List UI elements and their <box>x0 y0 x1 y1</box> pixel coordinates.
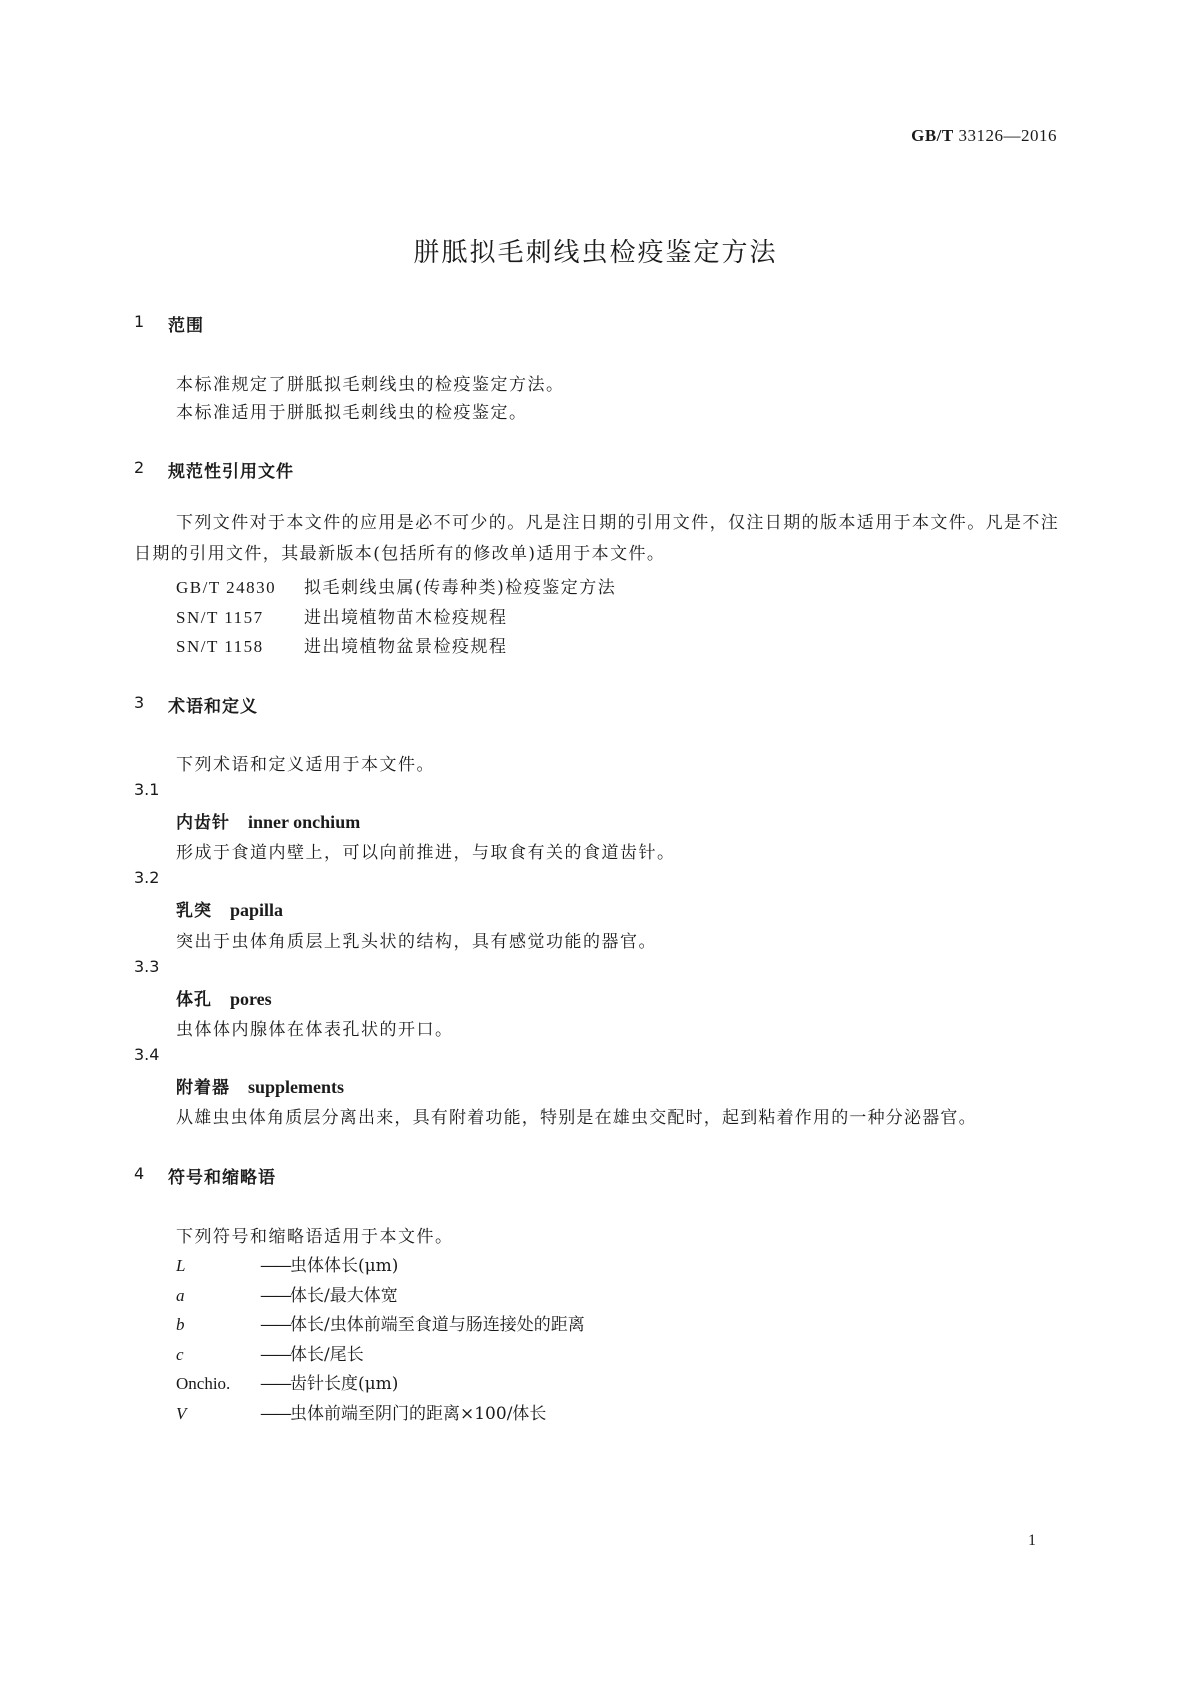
reference-code: SN/T 1157 <box>176 608 264 627</box>
symbol-row: a ——体长/最大体宽 <box>176 1286 398 1306</box>
section-4-title: 符号和缩略语 <box>168 1168 276 1188</box>
page-number: 1 <box>1028 1532 1036 1549</box>
reference-item <box>176 632 508 657</box>
reference-title: 进出境植物盆景检疫规程 <box>304 637 508 657</box>
term-definition: 形成于食道内壁上，可以向前推进，与取食有关的食道齿针。 <box>176 843 676 863</box>
term-heading: 乳突 papilla <box>176 900 284 921</box>
scope-paragraph-2: 本标准适用于胼胝拟毛刺线虫的检疫鉴定。 <box>176 403 528 423</box>
section-2-number: 2 <box>134 458 145 477</box>
symbol-row: Onchio. ——齿针长度(μm) <box>176 1374 399 1394</box>
term-number: 3.2 <box>134 868 160 887</box>
term-heading: 体孔 pores <box>176 989 272 1010</box>
term-heading: 内齿针 inner onchium <box>176 812 361 833</box>
symbol-key: V <box>176 1404 187 1423</box>
symbol-row: b ——体长/虫体前端至食道与肠连接处的距离 <box>176 1315 585 1335</box>
symbol-description: 齿针长度(μm) <box>290 1374 399 1394</box>
term-definition: 突出于虫体角质层上乳头状的结构，具有感觉功能的器官。 <box>176 932 657 952</box>
section-1-number: 1 <box>134 312 145 331</box>
section-3-number: 3 <box>134 693 145 712</box>
section-1-title: 范围 <box>168 316 204 336</box>
symbol-description: 体长/尾长 <box>290 1345 364 1365</box>
references-intro: 下列文件对于本文件的应用是必不可少的。凡是注日期的引用文件，仅注日期的版本适用于本文件。凡是不注日期的引用文件，其最新版本(包括所有的修改单)适用于本文件。 <box>134 513 1060 564</box>
symbol-row: V ——虫体前端至阴门的距离×100/体长 <box>176 1404 547 1424</box>
section-2-title: 规范性引用文件 <box>168 462 294 482</box>
standard-code: GB/T 33126—2016 <box>911 126 1057 145</box>
symbol-description: 体长/最大体宽 <box>290 1286 398 1306</box>
term-number: 3.1 <box>134 780 160 799</box>
symbol-row: c ——体长/尾长 <box>176 1345 364 1365</box>
reference-title: 拟毛刺线虫属(传毒种类)检疫鉴定方法 <box>304 578 617 598</box>
symbol-key: L <box>176 1256 186 1275</box>
reference-title: 进出境植物苗木检疫规程 <box>304 608 508 628</box>
symbol-row: L ——虫体体长(μm) <box>176 1256 399 1276</box>
term-heading: 附着器 supplements <box>176 1077 345 1098</box>
document-title: 胼胝拟毛刺线虫检疫鉴定方法 <box>413 238 778 268</box>
term-definition: 从雄虫虫体角质层分离出来，具有附着功能，特别是在雄虫交配时，起到粘着作用的一种分泌器官。 <box>176 1108 977 1128</box>
symbol-key: a <box>176 1286 185 1305</box>
symbols-intro: 下列符号和缩略语适用于本文件。 <box>176 1227 454 1247</box>
terms-intro: 下列术语和定义适用于本文件。 <box>176 755 435 775</box>
section-3-title: 术语和定义 <box>168 697 258 717</box>
term-definition: 虫体体内腺体在体表孔状的开口。 <box>176 1020 454 1040</box>
symbol-key: b <box>176 1315 185 1334</box>
symbol-description: 虫体前端至阴门的距离×100/体长 <box>290 1404 547 1424</box>
symbol-key: c <box>176 1345 184 1364</box>
reference-code: GB/T 24830 <box>176 578 277 597</box>
reference-code: SN/T 1158 <box>176 637 264 656</box>
term-number: 3.4 <box>134 1045 160 1064</box>
section-4-number: 4 <box>134 1164 145 1183</box>
scope-paragraph-1: 本标准规定了胼胝拟毛刺线虫的检疫鉴定方法。 <box>176 375 565 395</box>
reference-item <box>176 573 616 598</box>
term-number: 3.3 <box>134 957 160 976</box>
reference-item <box>176 603 508 628</box>
symbol-description: 体长/虫体前端至食道与肠连接处的距离 <box>290 1315 585 1335</box>
symbol-key: Onchio. <box>176 1374 231 1393</box>
symbol-description: 虫体体长(μm) <box>290 1256 399 1276</box>
